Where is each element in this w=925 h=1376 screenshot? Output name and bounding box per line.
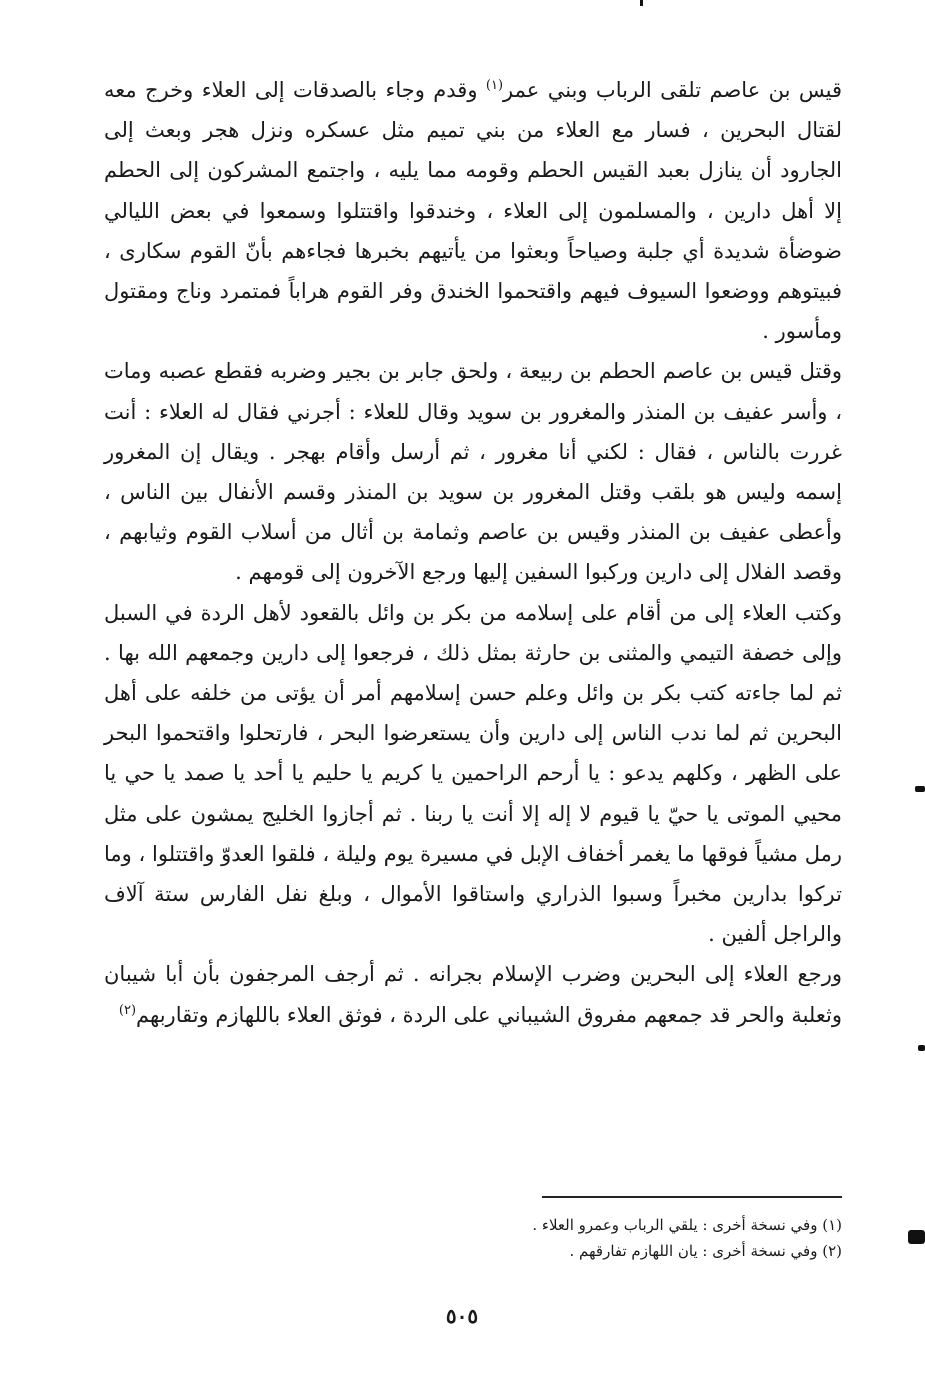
main-text bbox=[104, 70, 842, 1035]
scan-mark-edge bbox=[918, 1045, 925, 1051]
paragraph-1-text-start: قيس بن عاصم تلقى الرباب وبني عمر bbox=[503, 78, 843, 102]
footnote-2: (٢) وفي نسخة أخرى : يان اللهازم تفارقهم . bbox=[569, 1242, 842, 1260]
paragraph-1-text-end: وقدم وجاء بالصدقات إلى العلاء وخرج معه لقتال البحرين ، فسار مع العلاء من بني تميم مثل عسكره ونزل هجر وبعث إلى الجارود أن ينازل بعبد القيس الحطم وقومه مما يليه ، واجتمع المشركون إلى الحطم إلا أهل دارين ، والمسلمون إلى العلاء ، وخندقوا واقتتلوا وسمعوا في بعض الليالي ضوضأة شديدة أي جلبة وصياحاً وبعثوا من يأتيهم بخبرها فجاءهم بأنّ القوم سكارى ، فبيتوهم ووضعوا السيوف فيهم واقتحموا الخندق وفر القوم هراباً فمتمرد وناج ومقتول ومأسور . bbox=[104, 78, 842, 344]
scan-mark-edge bbox=[915, 786, 925, 792]
page-number: ٥٠٥ bbox=[445, 1304, 479, 1328]
paragraph-2: وقتل قيس بن عاصم الحطم بن ربيعة ، ولحق جابر بن بجير وضربه فقطع عصبه ومات ، وأسر عفيف بن المنذر والمغرور بن سويد وقال للعلاء : أجرني فقال له العلاء : أنت غررت بالناس ، فقال : لكني أنا مغرور ، ثم أرسل وأقام بهجر . ويقال إن المغرور إسمه وليس هو بلقب وقتل المغرور بن سويد بن المنذر وقسم الأنفال بين الناس ، وأعطى عفيف بن المنذر وقيس بن عاصم وثمامة بن أثال من أسلاب القوم وثيابهم ، وقصد الفلال إلى دارين وركبوا السفين إليها ورجع الآخرون إلى قومهم . bbox=[104, 359, 842, 585]
footnote-1: (١) وفي نسخة أخرى : يلقي الرباب وعمرو العلاء . bbox=[532, 1216, 842, 1234]
footnote-ref-1: (١) bbox=[485, 78, 504, 93]
footnotes bbox=[420, 1212, 842, 1264]
scan-mark-top bbox=[640, 0, 643, 6]
paragraph-4 bbox=[104, 954, 842, 1034]
paragraph-3: وكتب العلاء إلى من أقام على إسلامه من بكر بن وائل بالقعود لأهل الردة في السبل وإلى خصفة التيمي والمثنى بن حارثة بمثل ذلك ، فرجعوا إلى دارين وجمعهم الله بها . ثم لما جاءته كتب بكر بن وائل وعلم حسن إسلامهم أمر أن يؤتى من خلفه على أهل البحرين ثم لما ندب الناس إلى دارين وأن يستعرضوا البحر ، فارتحلوا واقتحموا البحر على الظهر ، وكلهم يدعو : يا أرحم الراحمين يا كريم يا حليم يا أحد يا صمد يا حي يا محيي الموتى يا حيّ يا قيوم لا إله إلا أنت يا ربنا . ثم أجازوا الخليج يمشون على مثل رمل مشياً فوقها ما يغمر أخفاف الإبل في مسيرة يوم وليلة ، فلقوا العدوّ واقتتلوا ، وما تركوا بدارين مخبراً وسبوا الذراري واستاقوا الأموال ، وبلغ نفل الفارس ستة آلاف والراجل ألفين . bbox=[104, 600, 842, 947]
paragraph-1 bbox=[104, 70, 842, 351]
footnote-separator bbox=[542, 1196, 842, 1198]
scan-mark-edge bbox=[908, 1230, 925, 1244]
paragraph-4-text: ورجع العلاء إلى البحرين وضرب الإسلام بجرانه . ثم أرجف المرجفون بأن أبا شيبان وثعلبة والحر قد جمعهم مفروق الشيباني على الردة ، فوثق العلاء باللهازم وتقاربهم bbox=[104, 962, 842, 1027]
footnote-ref-2: (٢) bbox=[118, 1002, 137, 1018]
